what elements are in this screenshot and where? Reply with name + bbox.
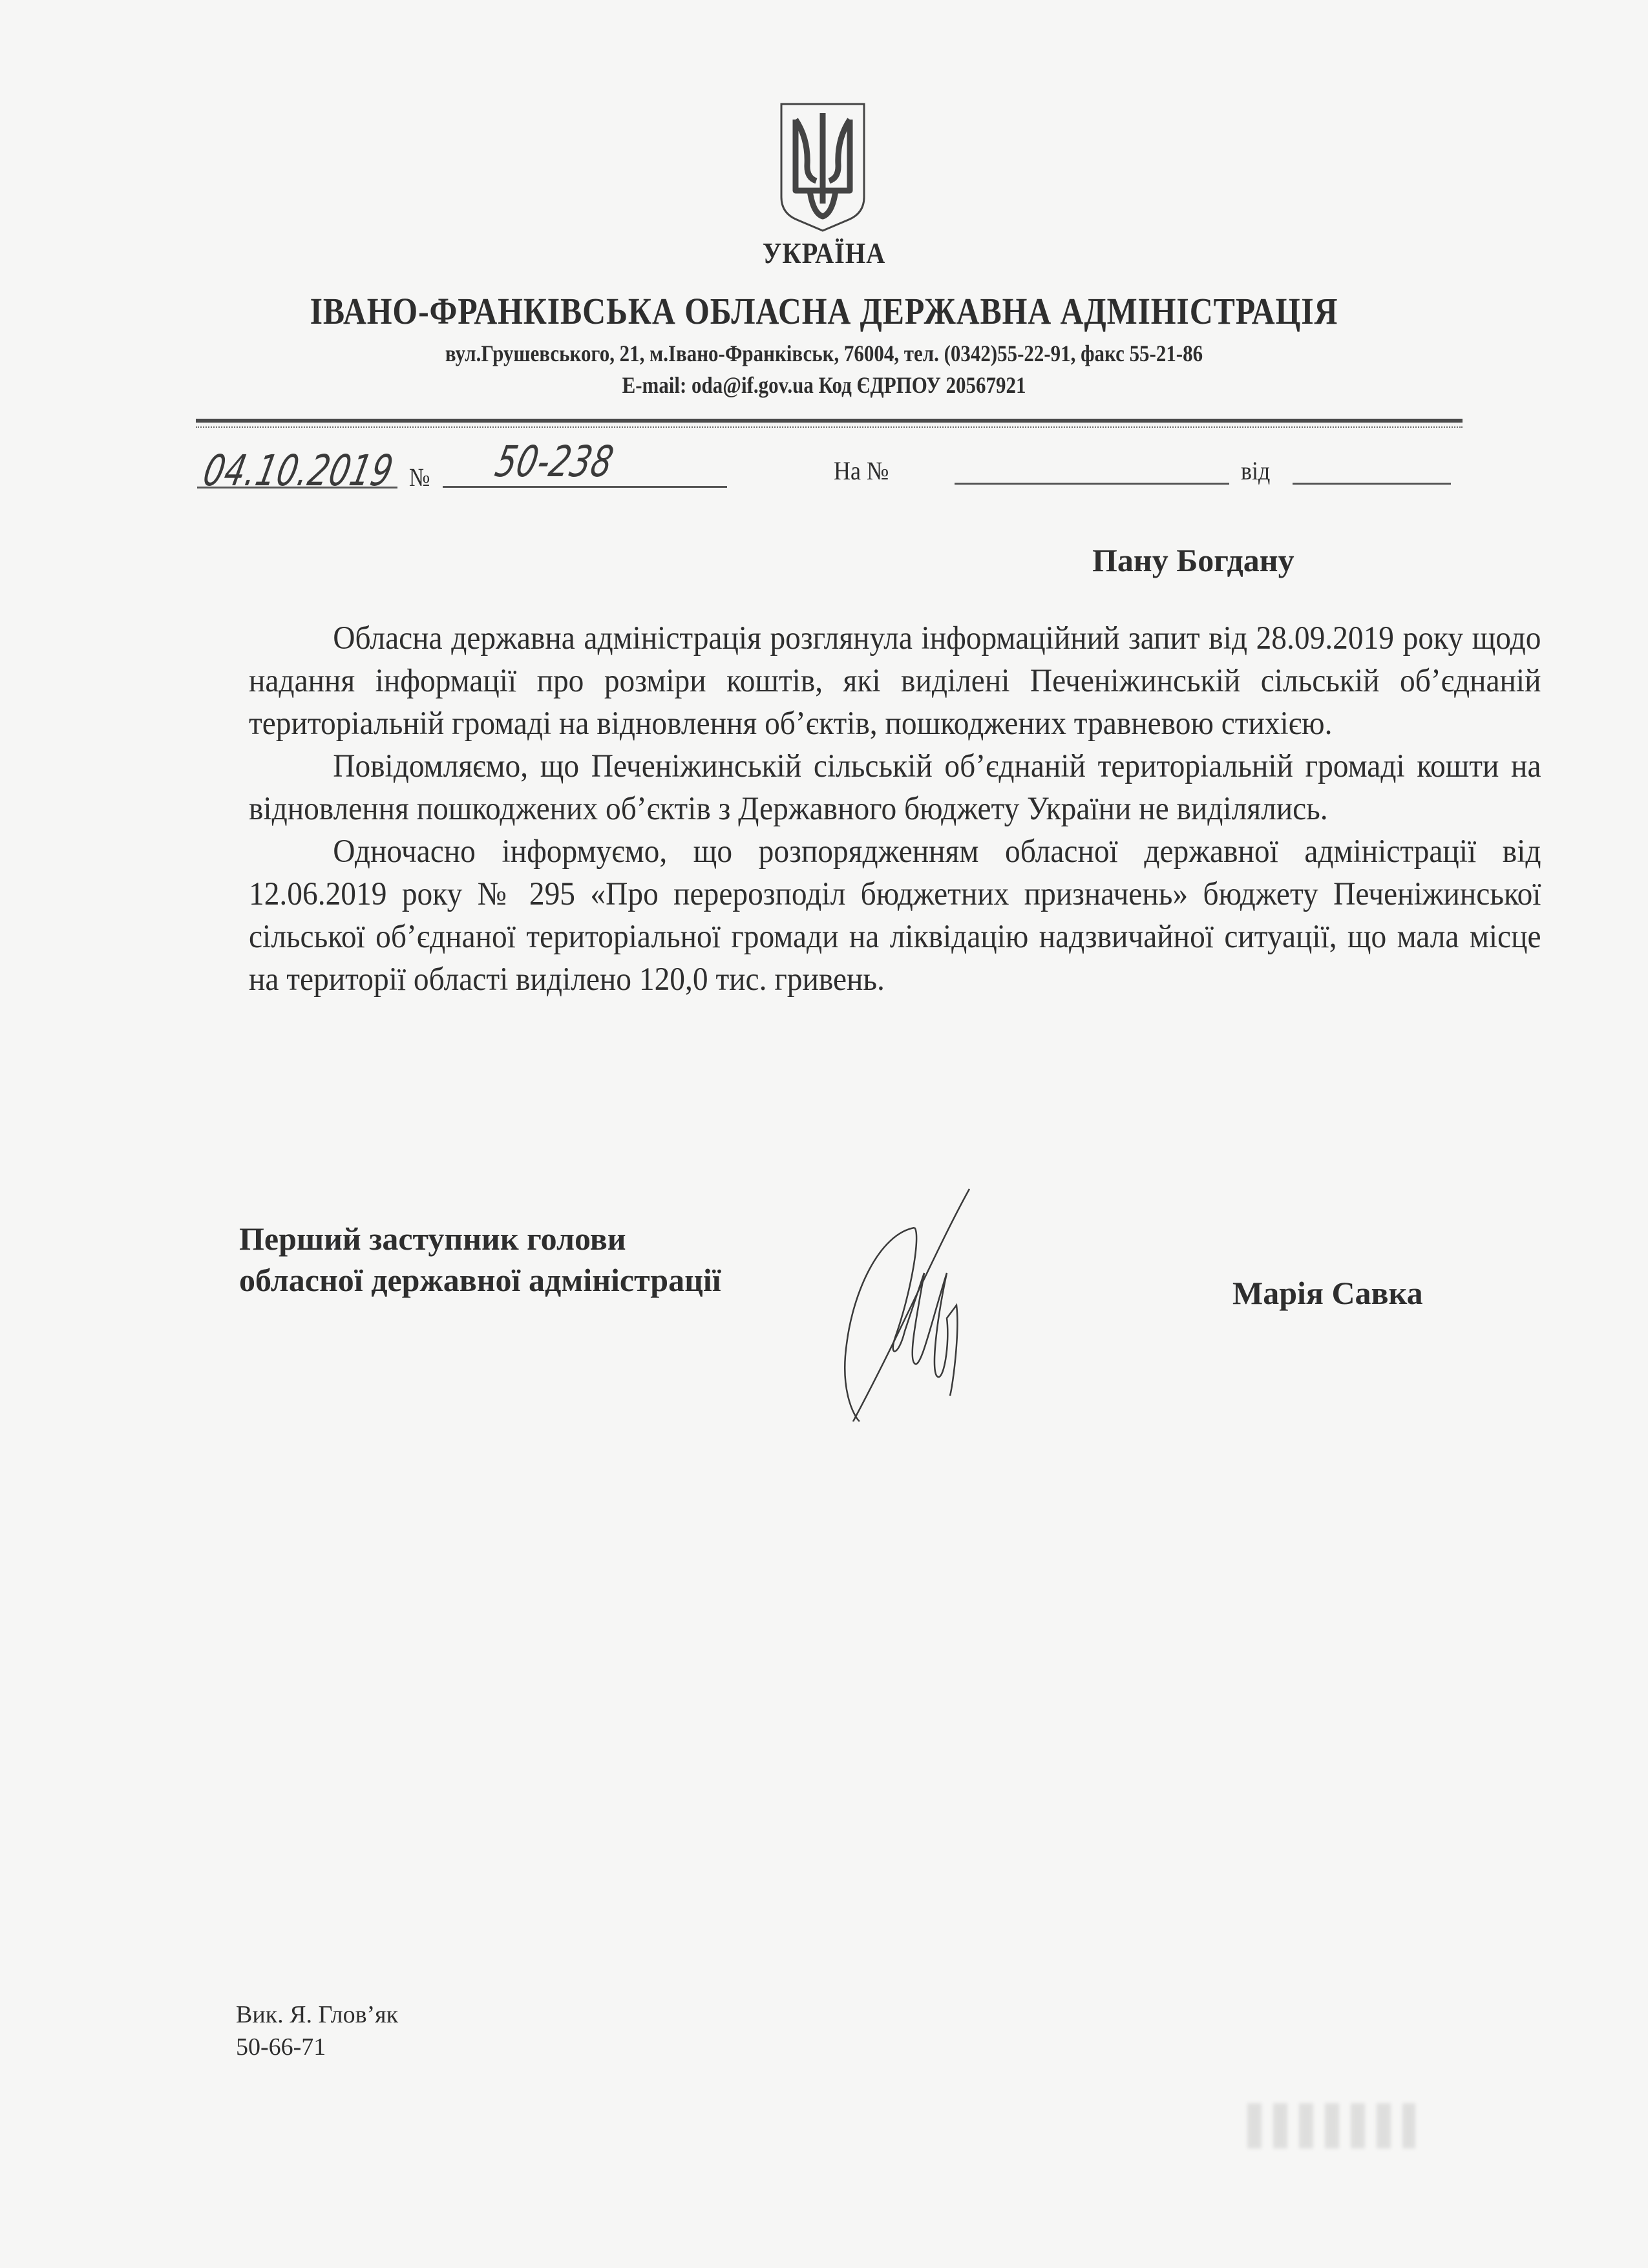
letterhead-contacts: E-mail: oda@if.gov.ua Код ЄДРПОУ 20567921 [622, 372, 1026, 398]
signatory-title [239, 1218, 721, 1301]
registration-number-underline [443, 486, 727, 488]
body-paragraph: Обласна державна адміністрація розглянула інформаційний запит від 28.09.2019 року щодо надання інформації про розміри коштів, які виділені Печеніжинській сільській об’єднаній територіальній громаді на відновлення об’єктів, пошкоджених травневою стихією. [249, 620, 1541, 742]
signatory-title-line2: обласної державної адміністрації [239, 1262, 721, 1298]
handwritten-signature-icon [840, 1163, 1112, 1422]
registration-number-sign: № [409, 463, 430, 492]
registration-number: 50-238 [491, 437, 618, 487]
reply-to-date-field [1293, 483, 1451, 485]
tryzub-coat-of-arms-icon [777, 100, 868, 233]
faint-stamp-mark [1247, 2103, 1415, 2148]
letterhead-country: УКРАЇНА [762, 236, 886, 269]
executor-phone: 50-66-71 [236, 2033, 326, 2061]
signatory-title-line1: Перший заступник голови [239, 1221, 626, 1257]
body-paragraph: Одночасно інформуємо, що розпорядженням обласної державної адміністрації від 12.06.2019 року № 295 «Про перерозподіл бюджетних призначень» бюджету Печеніжинської сільської об’єднаної територіальної громади на ліквідацію надзвичайної ситуації, що мала місце на території області виділено 120,0 тис. гривень. [249, 834, 1541, 998]
signatory-name: Марія Савка [1232, 1275, 1423, 1311]
reply-to-number-field [955, 483, 1229, 485]
letter-body [249, 617, 1541, 1001]
letterhead-organization: ІВАНО-ФРАНКІВСЬКА ОБЛАСНА ДЕРЖАВНА АДМІНІСТРАЦІЯ [310, 290, 1338, 332]
reply-to-date-label: від [1241, 456, 1271, 485]
body-paragraph: Повідомляємо, що Печеніжинській сільській об’єднаній територіальній громаді кошти на відновлення пошкоджених об’єктів з Державного бюджету України не виділялись. [249, 748, 1541, 827]
letterhead-address: вул.Грушевського, 21, м.Івано-Франківськ, 76004, тел. (0342)55-22-91, факс 55-21-86 [445, 341, 1203, 366]
registration-date-underline [197, 487, 397, 488]
registration-date: 04.10.2019 [199, 446, 398, 496]
letterhead-divider [196, 419, 1463, 423]
letterhead-divider-thin [196, 426, 1463, 428]
executor-name: Вик. Я. Глов’як [236, 2001, 399, 2028]
executor-info [236, 1999, 398, 2063]
addressee: Пану Богдану [1092, 542, 1294, 578]
reply-to-number-label: На № [834, 456, 889, 485]
